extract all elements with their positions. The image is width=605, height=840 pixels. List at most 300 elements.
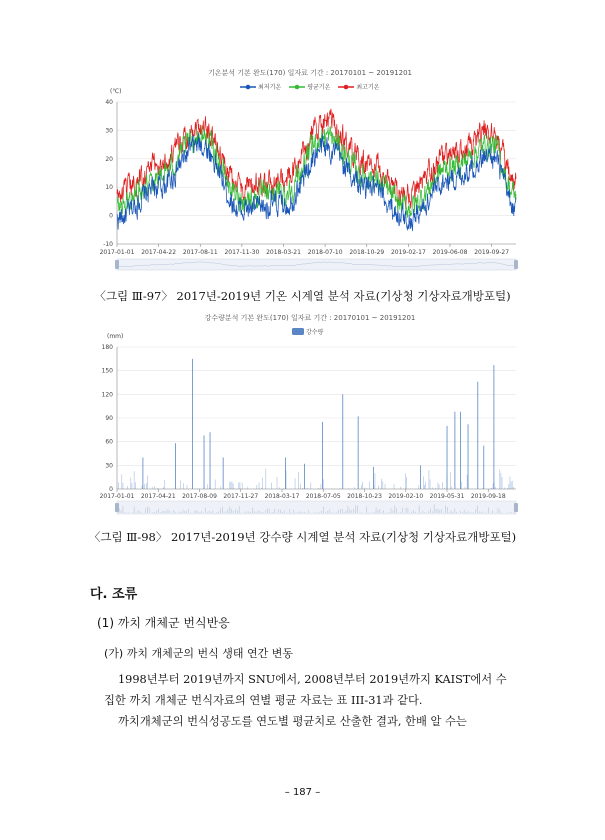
zoom-slider-preview-bar — [181, 512, 182, 513]
rain-bar-small — [383, 481, 384, 489]
zoom-slider-preview-bar — [128, 512, 129, 513]
x-tick-label: 2018-03-21 — [266, 249, 301, 256]
zoom-slider-preview-bar — [160, 512, 161, 513]
zoom-slider-preview-bar — [211, 512, 212, 513]
zoom-slider-preview-bar — [466, 512, 467, 513]
y-tick-label: 10 — [105, 184, 113, 192]
zoom-slider-preview-bar — [183, 510, 184, 513]
zoom-slider-preview-bar — [415, 512, 416, 513]
zoom-slider-preview-bar — [260, 511, 261, 513]
zoom-slider-preview-bar — [147, 507, 148, 513]
rain-bar-small — [242, 483, 243, 489]
paragraph-2-line-1: 까치개체군의 번식성공도를 연도별 평균치로 산출한 결과, 한배 알 수는 — [118, 715, 467, 728]
zoom-slider-preview-bar — [434, 504, 435, 513]
rain-bar-small — [279, 487, 280, 489]
zoom-slider-preview-bar — [500, 510, 501, 513]
x-tick-label: 2018-10-23 — [347, 493, 382, 500]
zoom-slider-preview-bar — [327, 511, 328, 513]
rain-bar-small — [361, 485, 362, 489]
zoom-slider-preview-bar — [245, 512, 246, 513]
rain-bar — [210, 432, 211, 489]
zoom-slider-preview-bar — [164, 511, 165, 513]
y-tick-label: -10 — [103, 241, 113, 248]
rain-bar-small — [180, 480, 181, 489]
rain-bar-small — [233, 484, 234, 489]
zoom-slider-preview-bar — [408, 508, 409, 513]
zoom-handle-left[interactable] — [115, 503, 119, 512]
x-tick-label: 2018-10-29 — [349, 249, 385, 256]
zoom-slider-preview-bar — [477, 506, 478, 513]
zoom-slider-preview-bar — [325, 512, 326, 513]
rain-bar-small — [430, 479, 431, 489]
rain-bar-small — [271, 483, 272, 489]
rain-bar-small — [135, 482, 136, 489]
x-tick-label: 2019-09-27 — [474, 249, 510, 256]
zoom-slider-preview-bar — [198, 511, 199, 513]
zoom-slider-preview-bar — [254, 511, 255, 513]
rain-bar-small — [483, 488, 484, 489]
rain-bar-small — [123, 483, 124, 489]
rain-bar-small — [461, 482, 462, 489]
chart1-title: 기온분석 기본 완도(170) 일자료 기간 : 20170101 ~ 20191201 — [207, 69, 412, 77]
zoom-slider-preview-bar — [355, 505, 356, 513]
zoom-slider-preview-bar — [449, 512, 450, 513]
zoom-slider-preview-bar — [308, 510, 309, 513]
rain-bar — [285, 457, 286, 489]
zoom-slider-preview-bar — [153, 512, 154, 513]
y-tick-label: 30 — [105, 127, 113, 135]
rain-bar-small — [307, 488, 308, 489]
zoom-slider-preview-bar — [297, 512, 298, 513]
section-heading: 다. 조류 — [90, 587, 138, 602]
rain-bar-small — [239, 483, 240, 489]
rain-bar-small — [423, 476, 424, 489]
rain-bar-small — [259, 482, 260, 489]
rain-bar — [304, 464, 305, 489]
zoom-slider-preview-bar — [218, 512, 219, 513]
zoom-slider-preview-bar — [376, 508, 377, 513]
rain-bar-small — [465, 487, 466, 489]
zoom-slider-preview-bar — [432, 511, 433, 513]
rain-bar-small — [385, 484, 386, 489]
zoom-slider-preview-bar — [305, 512, 306, 513]
zoom-slider-preview-bar — [340, 509, 341, 513]
x-tick-label: 2017-01-01 — [99, 493, 135, 500]
rain-bar-small — [450, 472, 451, 489]
zoom-handle-right[interactable] — [514, 503, 518, 512]
zoom-slider-preview-bar — [145, 508, 146, 513]
zoom-slider-preview-bar — [158, 509, 159, 513]
zoom-slider-preview-bar — [267, 508, 268, 513]
zoom-slider-preview-bar — [175, 512, 176, 513]
zoom-slider-preview-bar — [381, 512, 382, 513]
zoom-slider-preview-bar — [216, 512, 217, 513]
rain-bar-small — [405, 473, 406, 489]
rain-bar-small — [147, 476, 148, 489]
zoom-slider-preview-bar — [413, 510, 414, 513]
rain-bar-small — [511, 481, 512, 489]
zoom-slider-preview-bar — [237, 511, 238, 513]
zoom-slider-track[interactable] — [117, 501, 516, 514]
rain-bar-small — [232, 482, 233, 489]
zoom-slider-preview-bar — [398, 512, 399, 513]
zoom-slider-preview-bar — [282, 512, 283, 513]
zoom-slider-preview-bar — [123, 506, 124, 513]
zoom-slider-preview-bar — [486, 512, 487, 513]
zoom-slider-preview-bar — [411, 512, 412, 513]
zoom-slider-preview-bar — [222, 507, 223, 513]
rain-bar-small — [406, 477, 407, 489]
rain-bar-small — [257, 485, 258, 489]
zoom-slider-preview-bar — [350, 509, 351, 513]
rain-bar-small — [207, 484, 208, 489]
zoom-slider-preview-bar — [265, 510, 266, 513]
rain-bar-small — [442, 482, 443, 489]
zoom-slider-preview-bar — [273, 512, 274, 513]
zoom-slider-preview-bar — [269, 509, 270, 513]
zoom-slider-preview-bar — [366, 507, 367, 513]
rain-bar-small — [378, 486, 379, 489]
zoom-slider-preview-bar — [179, 512, 180, 513]
zoom-slider-preview-bar — [246, 511, 247, 513]
zoom-slider-preview-bar — [226, 511, 227, 513]
chart2-title: 강수량분석 기본 완도(170) 일자료 기간 : 20170101 ~ 20191201 — [204, 314, 416, 322]
x-tick-label: 2017-01-01 — [99, 249, 135, 256]
zoom-slider-preview-bar — [488, 507, 489, 513]
zoom-slider-preview-bar — [342, 509, 343, 513]
zoom-slider-preview-bar — [406, 508, 407, 513]
zoom-slider-preview-bar — [263, 512, 264, 513]
zoom-slider-preview-bar — [316, 512, 317, 513]
rain-bar-small — [295, 478, 296, 489]
zoom-slider-preview-bar — [395, 505, 396, 513]
zoom-slider-preview-bar — [284, 510, 285, 513]
legend-label-rain: 강수량 — [306, 329, 324, 336]
zoom-slider-preview-bar — [149, 507, 150, 513]
x-tick-label: 2017-11-30 — [224, 249, 260, 256]
rain-bar-small — [375, 473, 376, 489]
subsubsection-heading: (가) 까치 개체군의 번식 생태 연간 변동 — [104, 647, 293, 660]
rain-bar — [420, 465, 421, 489]
zoom-slider-preview-bar — [303, 512, 304, 513]
rain-bar-small — [509, 484, 510, 489]
zoom-slider-preview-bar — [228, 509, 229, 513]
zoom-slider-preview-bar — [205, 508, 206, 513]
subsection-heading: (1) 까치 개체군 번식반응 — [97, 616, 230, 630]
zoom-slider-preview-bar — [380, 509, 381, 513]
rain-bar — [494, 365, 495, 489]
zoom-slider-preview-bar — [378, 510, 379, 513]
zoom-slider-preview-bar — [239, 506, 240, 513]
zoom-slider-preview-bar — [293, 510, 294, 513]
zoom-slider-preview-bar — [261, 512, 262, 513]
rain-bar-small — [439, 484, 440, 489]
rain-bar-small — [362, 482, 363, 489]
rain-bar-small — [425, 482, 426, 489]
rain-bar-small — [369, 481, 370, 489]
rain-bar-small — [132, 483, 133, 489]
zoom-slider-preview-bar — [166, 511, 167, 513]
rain-bar-small — [240, 482, 241, 489]
zoom-slider-preview-bar — [436, 509, 437, 513]
zoom-slider-preview-bar — [173, 510, 174, 513]
rain-bar-small — [419, 485, 420, 489]
x-tick-label: 2019-09-18 — [470, 493, 506, 500]
rain-bar-small — [502, 477, 503, 489]
zoom-slider-preview-bar — [428, 511, 429, 513]
rain-bar-small — [510, 477, 511, 489]
rain-bar-small — [349, 488, 350, 489]
zoom-slider-preview-bar — [278, 509, 279, 513]
zoom-slider-preview-bar — [231, 509, 232, 513]
zoom-slider-preview-bar — [331, 512, 332, 513]
zoom-slider-preview-bar — [224, 512, 225, 513]
rain-bar — [447, 426, 448, 489]
zoom-slider-preview-bar — [456, 512, 457, 513]
x-tick-label: 2017-08-11 — [182, 249, 218, 256]
rain-bar-small — [164, 480, 165, 489]
rain-bar-small — [142, 485, 143, 489]
rain-bar-small — [318, 488, 319, 489]
rain-bar — [192, 359, 193, 489]
rain-bar-small — [311, 482, 312, 489]
rain-bar-small — [230, 482, 231, 489]
rain-bar — [460, 412, 461, 489]
rain-bar — [204, 435, 205, 489]
rain-bar — [143, 457, 144, 489]
legend-label-max: 최고기온 — [356, 84, 380, 91]
zoom-slider-preview-bar — [391, 508, 392, 513]
zoom-slider-preview-bar — [196, 510, 197, 513]
zoom-slider-preview-bar — [301, 512, 302, 513]
zoom-slider-preview-bar — [290, 509, 291, 513]
zoom-slider-preview-bar — [425, 512, 426, 513]
rain-bar-small — [266, 469, 267, 489]
legend-label-min: 최저기온 — [258, 84, 282, 91]
x-tick-label: 2018-03-17 — [264, 493, 300, 500]
rain-bar-small — [163, 487, 164, 489]
zoom-slider-preview-bar — [492, 511, 493, 513]
rain-bar — [322, 422, 323, 489]
zoom-slider-preview-bar — [162, 511, 163, 513]
rain-bar-small — [134, 471, 135, 489]
rain-bar-small — [127, 486, 128, 489]
rain-bar-small — [365, 488, 366, 489]
rain-bar — [358, 416, 359, 489]
rain-bar-small — [507, 488, 508, 489]
y-tick-label: 0 — [109, 486, 113, 493]
x-tick-label: 2017-11-27 — [223, 493, 259, 500]
zoom-slider-preview-bar — [200, 512, 201, 513]
zoom-slider-preview-bar — [275, 509, 276, 513]
zoom-slider-preview-bar — [329, 510, 330, 513]
zoom-slider-preview-bar — [351, 510, 352, 513]
zoom-slider-preview-bar — [207, 512, 208, 513]
rain-bar-small — [394, 484, 395, 489]
zoom-slider-preview-bar — [498, 508, 499, 513]
x-tick-label: 2019-02-17 — [390, 249, 426, 256]
rain-bar-small — [197, 488, 198, 489]
zoom-slider-preview-bar — [423, 511, 424, 513]
x-tick-label: 2017-04-21 — [140, 493, 176, 500]
rain-bar-small — [221, 486, 222, 489]
rain-bar-small — [444, 488, 445, 489]
rain-bar-small — [122, 474, 123, 489]
rain-bar-small — [438, 482, 439, 489]
zoom-slider-preview-bar — [389, 512, 390, 513]
y-tick-label: 120 — [101, 391, 113, 399]
rain-bar-small — [493, 483, 494, 489]
y-tick-label: 40 — [105, 99, 113, 106]
zoom-slider-preview-bar — [185, 511, 186, 513]
zoom-slider-preview-bar — [393, 510, 394, 513]
zoom-slider-preview-bar — [383, 510, 384, 513]
zoom-slider-preview-bar — [462, 512, 463, 513]
rain-bar-small — [495, 487, 496, 489]
zoom-slider-preview-bar — [155, 512, 156, 513]
zoom-slider-preview-bar — [441, 509, 442, 513]
zoom-slider-preview-bar — [230, 506, 231, 513]
zoom-slider-preview-bar — [402, 508, 403, 513]
zoom-slider-preview-bar — [201, 511, 202, 513]
rain-bar-small — [467, 475, 468, 489]
paragraph-1-line-2: 집한 까치 개체군 번식자료의 연별 평균 자료는 표 III-31과 같다. — [104, 694, 423, 707]
chart1-unit: (℃) — [110, 88, 122, 95]
rain-bar-small — [152, 487, 153, 489]
y-tick-label: 150 — [101, 367, 113, 375]
rain-bar-small — [183, 483, 184, 489]
zoom-slider-preview-bar — [440, 510, 441, 513]
rain-bar — [477, 382, 478, 489]
zoom-slider-preview-bar — [483, 511, 484, 513]
zoom-slider-preview-bar — [438, 509, 439, 513]
zoom-slider-preview-bar — [125, 512, 126, 513]
zoom-slider-preview-bar — [314, 512, 315, 513]
zoom-slider-preview-bar — [323, 507, 324, 513]
zoom-slider-preview-bar — [321, 511, 322, 513]
rain-bar-small — [401, 487, 402, 489]
rain-bar-small — [512, 481, 513, 489]
zoom-slider-preview-bar — [156, 511, 157, 513]
zoom-slider-preview-bar — [170, 511, 171, 513]
zoom-slider-preview-bar — [447, 507, 448, 513]
rain-bar-small — [491, 488, 492, 489]
zoom-slider-preview-bar — [473, 512, 474, 513]
zoom-slider-preview-bar — [468, 511, 469, 513]
rain-bar-small — [504, 488, 505, 489]
rain-bar-small — [300, 484, 301, 489]
zoom-slider-preview-bar — [396, 508, 397, 513]
rain-bar-small — [323, 479, 324, 489]
zoom-slider-preview-bar — [121, 510, 122, 513]
x-tick-label: 2019-02-10 — [388, 493, 424, 500]
zoom-slider-preview-bar — [213, 510, 214, 513]
figure-caption-97: 〈그림 Ⅲ-97〉 2017년-2019년 기온 시계열 분석 자료(기상청 기상자료개방포털) — [94, 289, 511, 303]
zoom-slider-preview-bar — [250, 512, 251, 513]
zoom-slider-preview-bar — [455, 509, 456, 513]
zoom-slider-preview-bar — [479, 511, 480, 513]
zoom-slider-preview-bar — [138, 510, 139, 513]
rain-bar-small — [248, 487, 249, 489]
rain-bar-small — [424, 485, 425, 489]
rain-bar-small — [284, 488, 285, 489]
rain-bar-small — [457, 488, 458, 489]
paragraph-1-line-1: 1998년부터 2019년까지 SNU에서, 2008년부터 2019년까지 KAIST에서 수 — [118, 673, 507, 686]
legend-label-mean: 평균기온 — [307, 84, 331, 91]
zoom-slider-preview-bar — [280, 510, 281, 513]
rain-bar-small — [340, 488, 341, 489]
zoom-slider-preview-bar — [299, 511, 300, 513]
zoom-slider-preview-bar — [320, 512, 321, 513]
zoom-slider-preview-bar — [140, 511, 141, 513]
zoom-slider-preview-bar — [374, 512, 375, 513]
rain-bar-small — [435, 488, 436, 489]
y-tick-label: 30 — [105, 462, 113, 470]
zoom-slider-preview-bar — [344, 512, 345, 513]
rain-bar-small — [500, 469, 501, 489]
zoom-slider-preview-bar — [209, 511, 210, 513]
zoom-slider-preview-bar — [451, 511, 452, 513]
zoom-slider-preview-bar — [338, 510, 339, 513]
x-tick-label: 2018-07-05 — [305, 493, 341, 500]
rain-bar-small — [187, 485, 188, 489]
rain-bar-small — [429, 470, 430, 489]
zoom-slider-preview-bar — [475, 509, 476, 513]
x-tick-label: 2017-04-22 — [141, 249, 177, 256]
zoom-slider-preview-bar — [248, 512, 249, 513]
rain-bar — [468, 424, 469, 489]
y-tick-label: 0 — [109, 212, 113, 220]
zoom-slider-preview-bar — [252, 508, 253, 513]
zoom-slider-preview-bar — [346, 511, 347, 513]
zoom-slider-preview-bar — [256, 512, 257, 513]
rain-bar-small — [118, 482, 119, 489]
zoom-slider-preview-bar — [464, 510, 465, 513]
zoom-slider-preview-bar — [186, 511, 187, 513]
rain-bar-small — [154, 486, 155, 489]
rain-bar — [175, 443, 176, 489]
rain-bar-small — [131, 478, 132, 489]
rain-bar-small — [432, 487, 433, 489]
zoom-slider-preview-bar — [361, 512, 362, 513]
zoom-slider-preview-bar — [168, 509, 169, 513]
zoom-slider-preview-bar — [400, 512, 401, 513]
zoom-slider-preview-bar — [233, 511, 234, 513]
rain-bar-small — [158, 488, 159, 489]
rain-bar-small — [298, 472, 299, 489]
zoom-slider-preview-bar — [511, 512, 512, 513]
zoom-slider-preview-bar — [445, 505, 446, 513]
rain-bar — [373, 467, 374, 489]
rain-bar-small — [146, 483, 147, 489]
chart2-unit: (mm) — [107, 333, 124, 340]
y-tick-label: 20 — [105, 155, 113, 163]
zoom-slider-preview-bar — [348, 506, 349, 513]
zoom-slider-preview-bar — [220, 508, 221, 513]
zoom-slider-preview-bar — [353, 509, 354, 513]
y-tick-label: 90 — [105, 415, 113, 422]
rain-bar-small — [286, 470, 287, 489]
rain-bar-small — [321, 484, 322, 489]
zoom-slider-preview-bar — [507, 512, 508, 513]
page-number: – 187 – — [284, 787, 321, 798]
rain-bar-small — [303, 488, 304, 489]
rain-bar-small — [501, 473, 502, 489]
zoom-slider-preview-bar — [460, 511, 461, 513]
x-tick-label: 2019-06-08 — [432, 249, 468, 256]
figure-caption-98: 〈그림 Ⅲ-98〉 2017년-2019년 강수량 시계열 분석 자료(기상청 기상자료개방포털) — [88, 530, 517, 544]
rain-bar — [455, 412, 456, 489]
